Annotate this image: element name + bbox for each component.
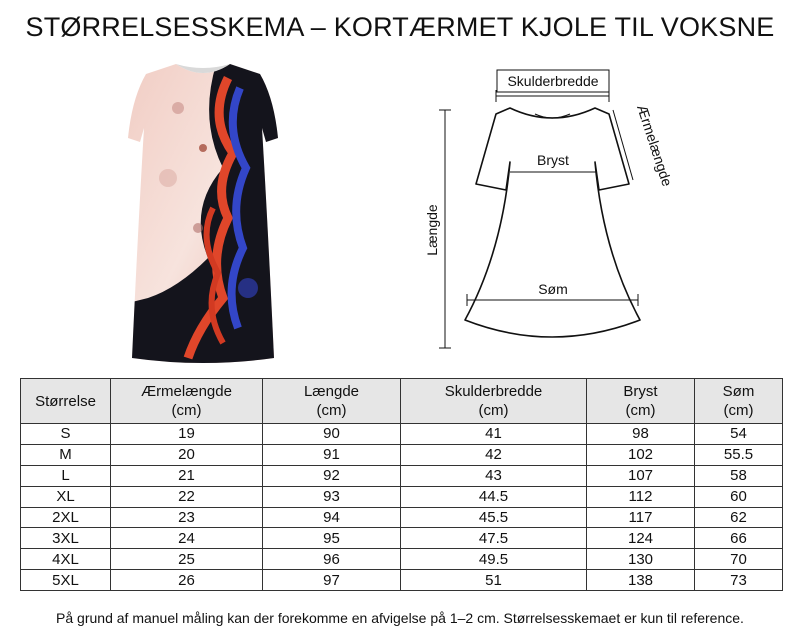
length-label: Længde	[424, 204, 440, 256]
table-cell: 49.5	[401, 549, 587, 570]
table-cell: 73	[695, 570, 783, 591]
table-cell: 58	[695, 465, 783, 486]
table-cell: 45.5	[401, 507, 587, 528]
table-cell: 95	[263, 528, 401, 549]
table-cell: 124	[587, 528, 695, 549]
size-table	[20, 378, 783, 591]
table-row	[21, 528, 783, 549]
table-cell: 22	[111, 486, 263, 507]
table-row	[21, 549, 783, 570]
table-cell: 112	[587, 486, 695, 507]
table-cell: 90	[263, 424, 401, 445]
header-length: Længde (cm)	[263, 379, 401, 424]
header-size: Størrelse	[21, 379, 111, 424]
table-cell: 55.5	[695, 444, 783, 465]
table-cell: 2XL	[21, 507, 111, 528]
table-cell: 70	[695, 549, 783, 570]
sleeve-label: Ærmelængde	[634, 102, 676, 189]
table-cell: 44.5	[401, 486, 587, 507]
table-cell: 93	[263, 486, 401, 507]
table-cell: 47.5	[401, 528, 587, 549]
table-cell: 41	[401, 424, 587, 445]
page-title: STØRRELSESSKEMA – KORTÆRMET KJOLE TIL VOKSNE	[25, 12, 775, 42]
table-cell: M	[21, 444, 111, 465]
table-cell: 42	[401, 444, 587, 465]
table-cell: 54	[695, 424, 783, 445]
table-cell: 24	[111, 528, 263, 549]
table-cell: 51	[401, 570, 587, 591]
dress-photo	[128, 58, 278, 363]
header-hem: Søm (cm)	[695, 379, 783, 424]
table-cell: 107	[587, 465, 695, 486]
table-row	[21, 507, 783, 528]
table-cell: 19	[111, 424, 263, 445]
shoulder-label: Skulderbredde	[507, 73, 599, 89]
table-cell: 21	[111, 465, 263, 486]
header-chest: Bryst (cm)	[587, 379, 695, 424]
table-cell: 43	[401, 465, 587, 486]
table-cell: 117	[587, 507, 695, 528]
footnote: På grund af manuel måling kan der forekomme en afvigelse på 1–2 cm. Størrelsesskemaet er kun til reference.	[56, 610, 744, 626]
measurement-diagram	[415, 62, 685, 357]
table-cell: 92	[263, 465, 401, 486]
table-cell: 23	[111, 507, 263, 528]
table-cell: 94	[263, 507, 401, 528]
table-cell: 3XL	[21, 528, 111, 549]
table-cell: S	[21, 424, 111, 445]
table-cell: 97	[263, 570, 401, 591]
table-body	[21, 424, 783, 591]
table-row	[21, 424, 783, 445]
table-cell: 4XL	[21, 549, 111, 570]
hem-label: Søm	[538, 281, 568, 297]
table-row	[21, 570, 783, 591]
table-cell: 138	[587, 570, 695, 591]
table-cell: 98	[587, 424, 695, 445]
table-cell: 66	[695, 528, 783, 549]
table-cell: 102	[587, 444, 695, 465]
table-cell: 60	[695, 486, 783, 507]
table-cell: 130	[587, 549, 695, 570]
table-cell: 20	[111, 444, 263, 465]
dress-outline	[465, 108, 640, 337]
table-header-row	[21, 379, 783, 424]
table-row	[21, 486, 783, 507]
table-cell: 96	[263, 549, 401, 570]
table-cell: XL	[21, 486, 111, 507]
table-cell: 91	[263, 444, 401, 465]
table-cell: 25	[111, 549, 263, 570]
header-sleeve: Ærmelængde (cm)	[111, 379, 263, 424]
table-cell: 26	[111, 570, 263, 591]
header-shoulder: Skulderbredde (cm)	[401, 379, 587, 424]
table-cell: 62	[695, 507, 783, 528]
chest-label: Bryst	[537, 152, 569, 168]
table-cell: L	[21, 465, 111, 486]
table-cell: 5XL	[21, 570, 111, 591]
table-row	[21, 465, 783, 486]
table-row	[21, 444, 783, 465]
